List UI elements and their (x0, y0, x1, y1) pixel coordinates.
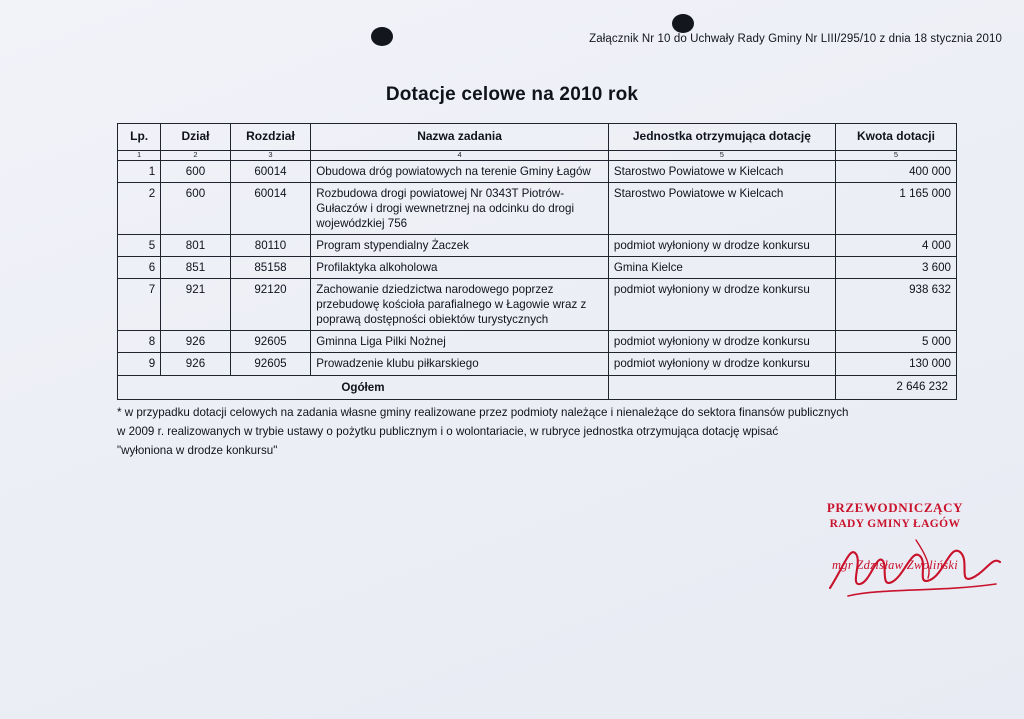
cell-kwota: 1 165 000 (835, 182, 956, 234)
column-number: 5 (608, 150, 835, 160)
cell-jednostka: Starostwo Powiatowe w Kielcach (608, 160, 835, 182)
total-value: 2 646 232 (835, 375, 956, 399)
cell-jednostka: podmiot wyłoniony w drodze konkursu (608, 353, 835, 375)
column-number: 1 (118, 150, 161, 160)
cell-lp: 2 (118, 182, 161, 234)
column-number-row (118, 150, 957, 160)
column-header-kwota: Kwota dotacji (835, 124, 956, 151)
column-number: 5 (835, 150, 956, 160)
table-row (118, 257, 957, 279)
cell-rozdzial: 92605 (230, 331, 311, 353)
table-row (118, 331, 957, 353)
column-header-lp: Lp. (118, 124, 161, 151)
column-number: 4 (311, 150, 609, 160)
cell-nazwa: Prowadzenie klubu piłkarskiego (311, 353, 609, 375)
cell-kwota: 4 000 (835, 235, 956, 257)
cell-jednostka: Starostwo Powiatowe w Kielcach (608, 182, 835, 234)
column-header-nazwa: Nazwa zadania (311, 124, 609, 151)
punch-hole-icon (672, 14, 694, 33)
table-row (118, 182, 957, 234)
table-row (118, 160, 957, 182)
cell-nazwa: Gminna Liga Pilki Nożnej (311, 331, 609, 353)
cell-jednostka: podmiot wyłoniony w drodze konkursu (608, 331, 835, 353)
cell-dzial: 600 (161, 182, 230, 234)
footnote-line-1: * w przypadku dotacji celowych na zadania własne gminy realizowane przez podmioty należące i nienależące do sektora finansów publicznych (117, 406, 849, 419)
cell-lp: 5 (118, 235, 161, 257)
subsidies-table (117, 123, 957, 400)
cell-kwota: 3 600 (835, 257, 956, 279)
cell-kwota: 130 000 (835, 353, 956, 375)
table-row (118, 235, 957, 257)
cell-rozdzial: 60014 (230, 160, 311, 182)
column-number: 3 (230, 150, 311, 160)
cell-jednostka: podmiot wyłoniony w drodze konkursu (608, 235, 835, 257)
table-total-row (118, 375, 957, 399)
signature-block (780, 500, 1010, 610)
cell-dzial: 926 (161, 353, 230, 375)
cell-dzial: 801 (161, 235, 230, 257)
column-header-jednostka: Jednostka otrzymująca dotację (608, 124, 835, 151)
document-header-note: Załącznik Nr 10 do Uchwały Rady Gminy Nr LIII/295/10 z dnia 18 stycznia 2010 (589, 33, 1002, 45)
cell-nazwa: Program stypendialny Żaczek (311, 235, 609, 257)
signature-name: mgr Zdzisław Zwoliński (831, 558, 959, 572)
cell-dzial: 600 (161, 160, 230, 182)
cell-nazwa: Profilaktyka alkoholowa (311, 257, 609, 279)
footnote-line-2: w 2009 r. realizowanych w trybie ustawy o pożytku publicznym i o wolontariacie, w rubryce jednostka otrzymująca dotację wpisać (117, 424, 779, 438)
cell-jednostka: Gmina Kielce (608, 257, 835, 279)
footnote (117, 404, 967, 460)
table-row (118, 353, 957, 375)
cell-rozdzial: 85158 (230, 257, 311, 279)
cell-dzial: 926 (161, 331, 230, 353)
cell-rozdzial: 92605 (230, 353, 311, 375)
cell-lp: 6 (118, 257, 161, 279)
cell-kwota: 938 632 (835, 279, 956, 331)
cell-kwota: 400 000 (835, 160, 956, 182)
cell-nazwa: Zachowanie dziedzictwa narodowego poprzez przebudowę kościoła parafialnego w Łagowie wraz z poprawą dostępności obiektów turystycznych (311, 279, 609, 331)
table-header-row (118, 124, 957, 151)
cell-rozdzial: 92120 (230, 279, 311, 331)
cell-kwota: 5 000 (835, 331, 956, 353)
cell-lp: 8 (118, 331, 161, 353)
cell-lp: 7 (118, 279, 161, 331)
cell-jednostka: podmiot wyłoniony w drodze konkursu (608, 279, 835, 331)
table-row (118, 279, 957, 331)
column-header-dzial: Dział (161, 124, 230, 151)
total-label: Ogółem (118, 375, 609, 399)
footnote-line-3: "wyłoniona w drodze konkursu" (117, 443, 278, 457)
cell-dzial: 851 (161, 257, 230, 279)
signature-subtitle: RADY GMINY ŁAGÓW (829, 518, 961, 530)
page-title: Dotacje celowe na 2010 rok (385, 84, 639, 105)
column-number: 2 (161, 150, 230, 160)
signature-title: PRZEWODNICZĄCY (826, 500, 964, 515)
punch-hole-icon (371, 27, 393, 46)
cell-rozdzial: 80110 (230, 235, 311, 257)
cell-nazwa: Rozbudowa drogi powiatowej Nr 0343T Piotrów-Gułaczów i drogi wewnetrznej na odcinku do drogi wojewódzkiej 756 (311, 182, 609, 234)
cell-lp: 1 (118, 160, 161, 182)
cell-dzial: 921 (161, 279, 230, 331)
column-header-rozdzial: Rozdział (230, 124, 311, 151)
cell-nazwa: Obudowa dróg powiatowych na terenie Gminy Łagów (311, 160, 609, 182)
cell-rozdzial: 60014 (230, 182, 311, 234)
total-empty-cell (608, 375, 835, 399)
cell-lp: 9 (118, 353, 161, 375)
